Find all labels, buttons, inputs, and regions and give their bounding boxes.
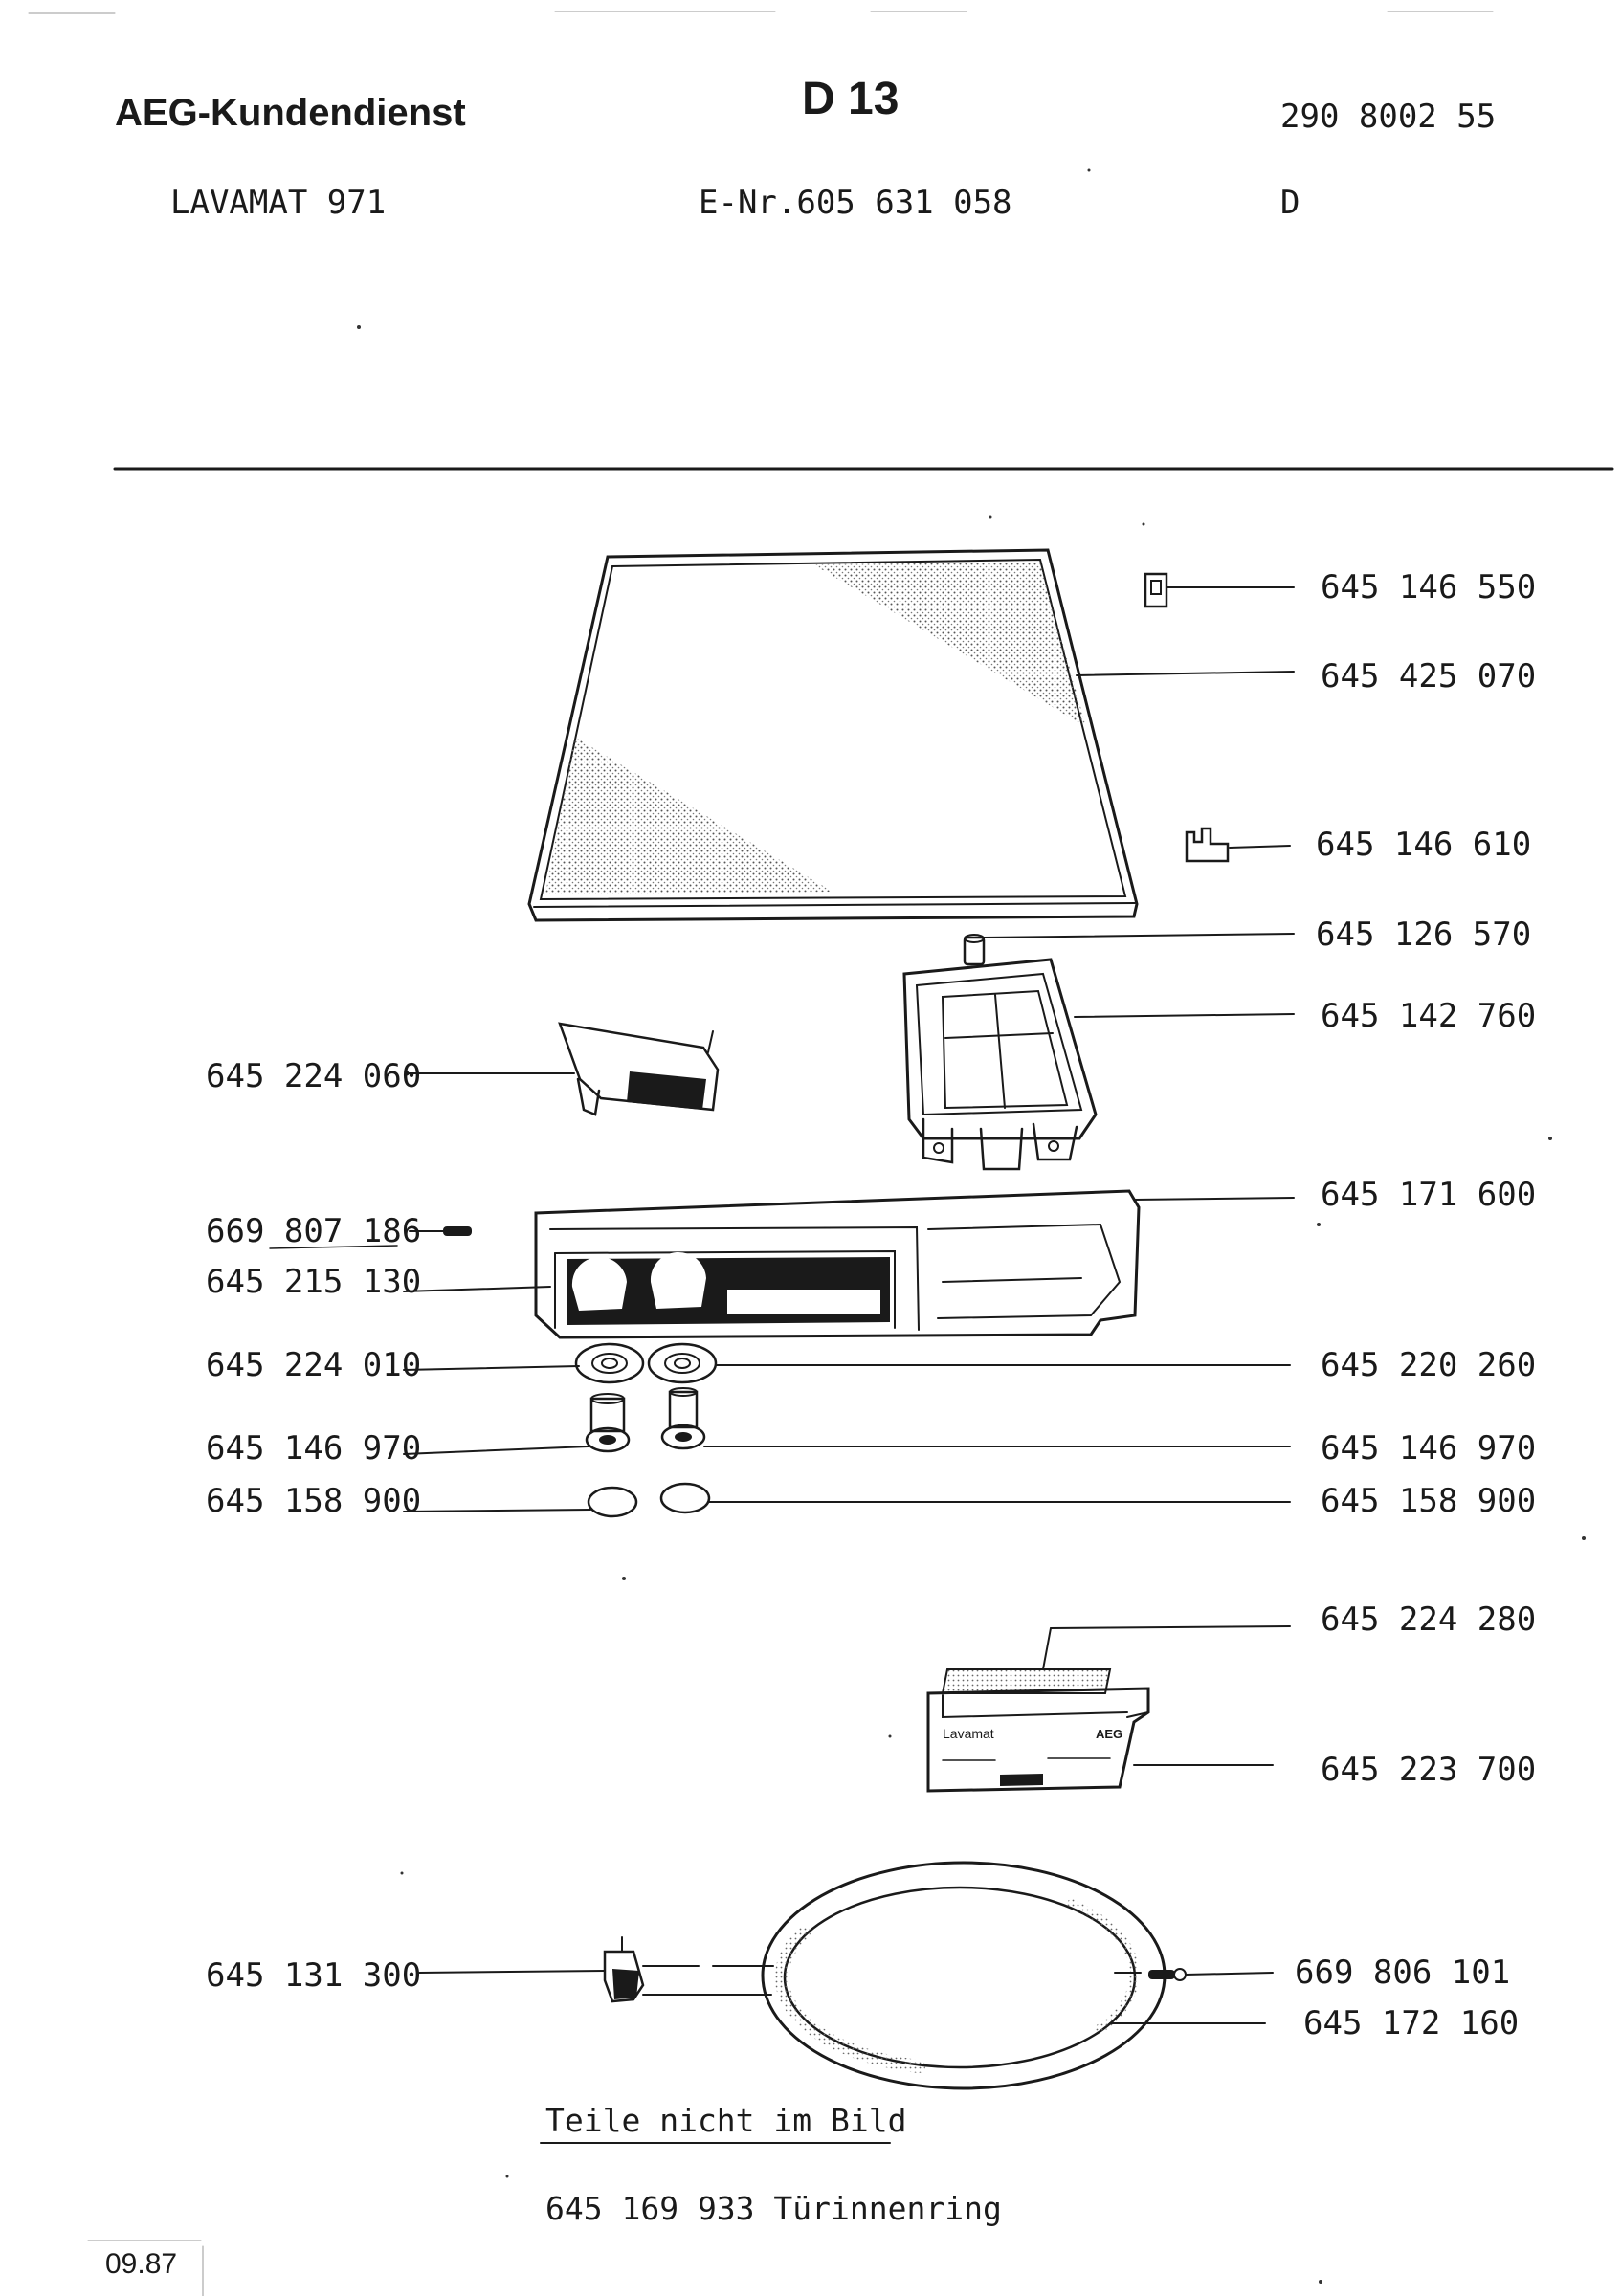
- filter-and-front-panel-drawing: [928, 1626, 1290, 1791]
- part-label-bracket: 645 146 610: [1316, 826, 1532, 864]
- part-label-drawer: 645 142 760: [1321, 997, 1537, 1035]
- lid-drawing: [529, 550, 1137, 920]
- button-caps-drawing: [404, 1484, 1290, 1516]
- part-label-display: 645 215 130: [206, 1263, 422, 1301]
- part-label-button-left: 645 158 900: [206, 1482, 422, 1520]
- not-shown-item: 645 169 933 Türinnenring: [545, 2190, 1002, 2227]
- switch-unit-drawing: [405, 1024, 719, 1115]
- part-label-cap-right: 645 146 970: [1321, 1429, 1537, 1468]
- knob-drawing: [965, 934, 1294, 964]
- knob-caps-drawing: [404, 1388, 1290, 1454]
- control-panel-drawing: [536, 1191, 1294, 1337]
- part-label-ring-right: 645 220 260: [1321, 1346, 1537, 1384]
- part-label-switch-unit: 645 224 060: [206, 1057, 422, 1095]
- part-label-button-right: 645 158 900: [1321, 1482, 1537, 1520]
- panel-lavamat-text: Lavamat: [943, 1726, 994, 1741]
- part-label-lid: 645 425 070: [1321, 657, 1537, 695]
- part-label-front-panel: 645 223 700: [1321, 1751, 1537, 1789]
- brand-title: AEG-Kundendienst: [115, 92, 466, 134]
- not-shown-heading: Teile nicht im Bild: [545, 2102, 907, 2139]
- door-latch-drawing: [419, 1937, 773, 2001]
- part-label-knob: 645 126 570: [1316, 916, 1532, 954]
- document-number: 290 8002 55: [1280, 98, 1497, 136]
- part-label-ring-left: 645 224 010: [206, 1346, 422, 1384]
- part-label-cap-left: 645 146 970: [206, 1429, 422, 1468]
- detergent-drawer-drawing: [904, 960, 1294, 1169]
- hinge-clip-drawing: [1145, 574, 1294, 607]
- country-code: D: [1280, 184, 1300, 222]
- knob-rings-drawing: [404, 1344, 1290, 1382]
- e-number: E-Nr.605 631 058: [699, 184, 1012, 222]
- part-label-door-ring: 645 172 160: [1303, 2004, 1520, 2042]
- part-label-filter: 645 224 280: [1321, 1601, 1537, 1639]
- door-ring-drawing: [763, 1863, 1265, 2088]
- model-name: LAVAMAT 971: [170, 184, 387, 222]
- part-label-ring-screw: 669 806 101: [1295, 1954, 1511, 1992]
- part-label-control-panel: 645 171 600: [1321, 1176, 1537, 1214]
- sheet-code: D 13: [802, 74, 900, 124]
- part-label-latch: 645 131 300: [206, 1956, 422, 1995]
- panel-aeg-text: AEG: [1096, 1727, 1123, 1741]
- part-label-hinge: 645 146 550: [1321, 568, 1537, 607]
- revision-date: 09.87: [105, 2248, 178, 2280]
- bracket-drawing: [1187, 828, 1290, 861]
- part-label-screw: 669 807 186: [206, 1212, 422, 1250]
